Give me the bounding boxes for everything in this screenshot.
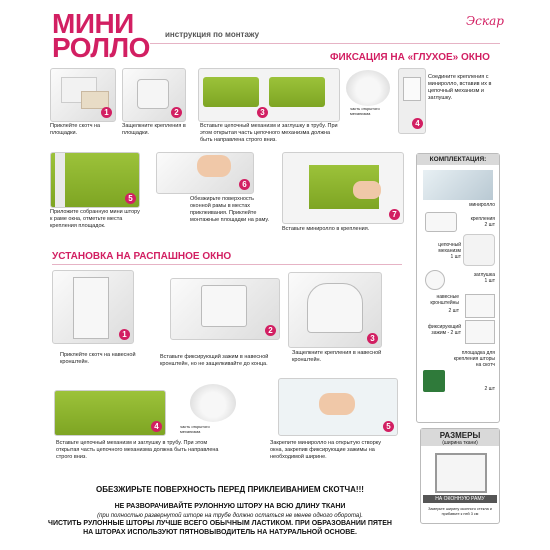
footer-line4: НА ШТОРАХ ИСПОЛЬЗУЮТ ПЯТНОВЫВОДИТЕЛЬ НА НАТУРАЛЬНОЙ ОСНОВЕ. xyxy=(83,529,357,536)
step5-photo xyxy=(50,152,140,208)
step-number: 5 xyxy=(383,421,394,432)
step-number: 3 xyxy=(257,107,268,118)
step4-photo xyxy=(398,68,426,134)
mechanism-label: часть открытого механизма xyxy=(350,106,380,116)
section2-title: УСТАНОВКА НА РАСПАШНОЕ ОКНО xyxy=(52,251,232,262)
kit-panel xyxy=(416,153,500,423)
kit-item-1: крепления xyxy=(470,216,495,222)
kit-item-6: площадка для крепления шторы на скотч xyxy=(453,350,495,368)
window-frame-image xyxy=(55,153,65,207)
size-label: НА ОКОННУЮ РАМУ xyxy=(423,495,497,503)
step7-photo xyxy=(282,152,404,224)
kit-item-4-qty: 2 шт xyxy=(448,308,459,314)
kit-pad-image xyxy=(423,370,445,392)
kit-plug-image xyxy=(425,270,445,290)
kit-bracket-image xyxy=(425,212,457,232)
subtitle: инструкция по монтажу xyxy=(165,30,260,39)
title-line-2: РОЛЛО xyxy=(52,32,150,63)
step3-photo xyxy=(198,68,340,122)
kit-item-5: фиксирующий зажим - 2 шт xyxy=(427,324,461,336)
step-number: 1 xyxy=(119,329,130,340)
title-line-1: МИНИ xyxy=(52,8,134,39)
s2-step2-photo xyxy=(170,278,280,340)
kit-item-6-qty: 2 шт xyxy=(484,386,495,392)
clamp-image xyxy=(201,285,247,327)
hanger-bracket-image xyxy=(73,277,109,339)
step-number: 2 xyxy=(171,107,182,118)
sizes-panel xyxy=(420,428,500,524)
kit-hanger-image xyxy=(465,294,495,318)
kit-clamp-image xyxy=(465,320,495,344)
step6-caption: Обезжирьте поверхность оконной рамы в местах приклеивания. Приклейте монтажные площадки на раму. xyxy=(190,196,270,223)
footer-line3: ЧИСТИТЬ РУЛОННЫЕ ШТОРЫ ЛУЧШЕ ВСЕГО ОБЫЧНЫМ ЛАСТИКОМ. ПРИ ОБРАЗОВАНИИ ПЯТЕН xyxy=(48,520,392,527)
step4-caption: Соедините крепления с миниролло, вставив их в цепочный механизм и заглушку. xyxy=(428,74,492,101)
s2-step1-caption: Приклейте скотч на навесной кронштейн. xyxy=(60,352,136,365)
bracket-image xyxy=(403,77,421,101)
step-number: 4 xyxy=(151,421,162,432)
s2-step5-photo xyxy=(278,378,398,436)
mechanism-label: часть открытого механизма xyxy=(180,424,210,434)
hand-image xyxy=(197,155,231,177)
kit-item-4: навесные кронштейны xyxy=(430,294,459,306)
kit-item-2: цепочный механизм xyxy=(438,242,461,254)
s2-step4-photo xyxy=(54,390,166,436)
s2-step2-caption: Вставьте фиксирующий зажим в навесной кронштейн, но не защелкивайте до конца. xyxy=(160,354,269,367)
step-number: 2 xyxy=(265,325,276,336)
step-number: 1 xyxy=(101,107,112,118)
hand-image xyxy=(319,393,355,415)
hand-image xyxy=(353,181,381,199)
roller-tube-image xyxy=(269,77,325,107)
step-number: 3 xyxy=(367,333,378,344)
bracket-image xyxy=(307,283,363,333)
roller-tube-image xyxy=(203,77,259,107)
step-number: 4 xyxy=(412,118,423,129)
step-number: 6 xyxy=(239,179,250,190)
sizes-title: РАЗМЕРЫ xyxy=(421,429,499,440)
chain-mechanism-image xyxy=(190,384,236,422)
kit-item-3: заглушка xyxy=(473,272,495,278)
footer-warning: ОБЕЗЖИРЬТЕ ПОВЕРХНОСТЬ ПЕРЕД ПРИКЛЕИВАНИЕМ СКОТЧА!!! xyxy=(96,485,364,494)
chain-mechanism-image xyxy=(346,70,390,106)
kit-mechanism-image xyxy=(463,234,495,266)
kit-item-2-qty: 1 шт xyxy=(450,254,461,260)
step3-caption: Вставьте цепочный механизм и заглушку в трубу. При этом открытая часть цепочного механизма должна быть направлена строго вниз. xyxy=(200,123,338,143)
window-diagram xyxy=(435,453,487,493)
kit-title: КОМПЛЕКТАЦИЯ: xyxy=(417,154,499,165)
brand-logo: Эскар xyxy=(466,14,504,28)
step5-caption: Приложите собранную мини штору к раме окна, отметьте места крепления площадок. xyxy=(50,209,140,229)
sizes-subtitle: (ширина ткани) xyxy=(421,440,499,446)
s2-step4-caption: Вставьте цепочный механизм и заглушку в трубу. При этом открытая часть цепочного механизма должна быть направлена строго вниз. xyxy=(56,440,219,460)
section2-rule xyxy=(52,264,402,265)
kit-item-1-qty: 2 шт xyxy=(484,222,495,228)
kit-item-0: миниролло xyxy=(469,202,495,208)
section1-title: ФИКСАЦИЯ НА «ГЛУХОЕ» ОКНО xyxy=(330,52,490,63)
header-rule xyxy=(150,43,500,44)
step2-caption: Защелкните крепления в площадки. xyxy=(122,123,186,136)
footer-line2: (при полностью развернутой шторе на трубе должно остаться не менее одного оборота). xyxy=(97,513,363,519)
s2-step3-caption: Защелкните крепления в навесной кронштейн. xyxy=(292,350,382,363)
step-number: 5 xyxy=(125,193,136,204)
step-number: 7 xyxy=(389,209,400,220)
s2-step5-caption: Закрепите миниролло на открытую створку окна, закрепив фиксирующие зажимы на необходимой ширине. xyxy=(270,440,381,460)
kit-roller-image xyxy=(423,170,493,200)
step6-photo xyxy=(156,152,254,194)
step2-photo xyxy=(122,68,186,122)
bracket-image xyxy=(137,79,169,109)
step7-caption: Вставьте миниролло в крепления. xyxy=(282,226,370,232)
size-note: Замерьте ширину оконного стекла и прибавьте к ней 3 см xyxy=(428,507,492,516)
step1-photo xyxy=(50,68,116,122)
kit-item-3-qty: 1 шт xyxy=(484,278,495,284)
step1-caption: Приклейте скотч на площадки. xyxy=(50,123,101,136)
footer-line1: НЕ РАЗВОРАЧИВАЙТЕ РУЛОННУЮ ШТОРУ НА ВСЮ ДЛИНУ ТКАНИ xyxy=(114,503,346,510)
s2-step3-photo xyxy=(288,272,382,348)
s2-step1-photo xyxy=(52,270,134,344)
